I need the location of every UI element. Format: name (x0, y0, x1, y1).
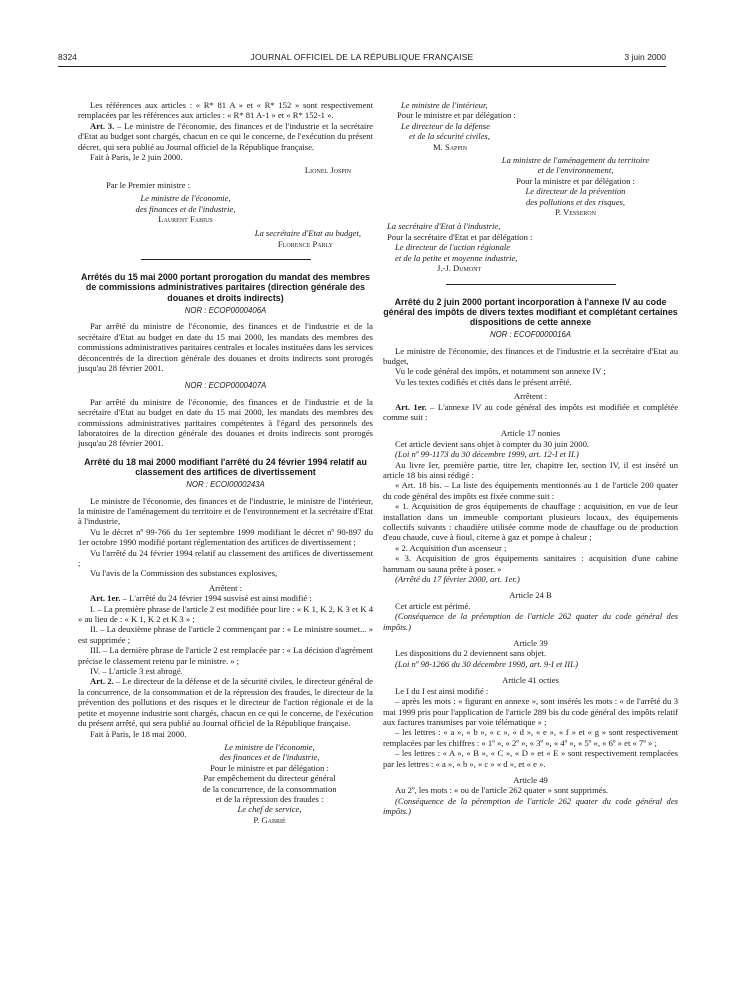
section-title: Arrêté du 2 juin 2000 portant incorporation à l'annexe IV au code général des impôts de divers textes modifiant et complétant certaines dispositions de cette annexe (383, 296, 678, 327)
paragraph: III. – La dernière phrase de l'article 2 est remplacée par : « La décision d'agrément précise le classement retenu par le ministre. » ; (78, 645, 373, 666)
signature-line: et de l'environnement, (537, 165, 614, 176)
article-label: Art. 3. (90, 120, 115, 131)
paragraph: – les lettres : « A », « B », « C », « D » et « E » sont respectivement remplacées par les lettres : « a », « b », « c » « d », et « e ». (383, 748, 678, 769)
signature-line: et de la répression des fraudes : (215, 793, 324, 804)
signature-line: des finances et de l'industrie, (219, 752, 320, 763)
signature-line: et de la petite et moyenne industrie, (395, 252, 518, 263)
signature-line: Le ministre de l'économie, (140, 193, 231, 204)
paragraph: Le ministre de l'économie, des finances et de l'industrie et la secrétaire d'Etat au budget, (383, 345, 678, 366)
left-column (78, 100, 373, 825)
signature-line: Par empêchement du directeur général (203, 773, 336, 784)
paragraph: Vu les textes codifiés et cités dans le présent arrêté. (395, 376, 572, 387)
signing-date: Fait à Paris, le 2 juin 2000. (90, 152, 183, 163)
signature-name: M. Sappin (433, 141, 468, 152)
signature-line: Pour le ministre et par délégation : (397, 110, 516, 121)
article-heading: Article 49 (513, 774, 548, 785)
arretent-heading: Arrêtent : (208, 582, 243, 593)
signature-name: Florence Parly (277, 238, 333, 249)
signature-block (383, 100, 678, 152)
paragraph: Par arrêté du ministre de l'économie, des finances et de l'industrie et de la secrétaire d'Etat au budget en date du 15 mai 2000, les mandats des membres des commissions administratives paritaires centrales et locales instituées dans les services déconcentrés de la direction générale des douanes et droits indirects sont prorogés jusqu'au 28 février 2001. (78, 321, 373, 373)
paragraph: Vu l'arrêté du 24 février 1994 relatif au classement des artifices de divertissement ; (78, 547, 373, 569)
paragraph: – après les mots : « figurant en annexe », sont insérés les mots : « de l'arrêté du 3 mai 1999 pris pour l'application de l'article 289 bis du code général des impôts relatif aux factures transmises par voie télématique » ; (383, 696, 678, 727)
signature-line: des pollutions et des risques, (525, 196, 626, 207)
paragraph: « 2. Acquisition d'un ascenseur ; (395, 542, 507, 553)
paragraph: Cet article devient sans objet à compter du 30 juin 2000. (395, 438, 590, 449)
paragraph: Au 2º, les mots : « ou de l'article 262 quater » sont supprimés. (395, 785, 609, 796)
article-heading: Article 17 nonies (500, 428, 561, 439)
nor-reference: NOR : ECOF0000016A (489, 330, 572, 340)
nor-reference: NOR : ECOP0000407A (184, 381, 267, 391)
signature-name: P. Gabrié (253, 814, 286, 825)
paragraph: Les références aux articles : « R* 81 A » et « R* 152 » sont respectivement remplacées par les références aux articles : « R* 81 A-1 » et « R* 152-1 ». (78, 100, 373, 121)
page-header (58, 52, 666, 66)
signature-line: La ministre de l'aménagement du territoire (501, 155, 650, 166)
signature-line: Pour la secrétaire d'Etat et par délégation : (387, 231, 533, 242)
article-heading: Article 39 (513, 638, 548, 649)
issue-date: 3 juin 2000 (624, 52, 666, 62)
legal-reference: (Loi nº 99-1173 du 30 décembre 1999, art. 12-I et II.) (395, 449, 579, 460)
paragraph: Vu l'avis de la Commission des substances explosives, (90, 568, 278, 579)
signature-line: Par le Premier ministre : (106, 179, 191, 190)
paragraph: Par arrêté du ministre de l'économie, des finances et de l'industrie et de la secrétaire d'Etat au budget en date du 15 mai 2000, les mandats des membres des commissions administratives paritaires compétentes à l'égard des personnels des laboratoires de la direction générale des douanes et droits indirects sont prorogés jusqu'au 28 février 2001. (78, 396, 373, 449)
signature-line: La secrétaire d'Etat à l'industrie, (387, 221, 501, 232)
signature-line: Le directeur de la prévention (525, 186, 626, 197)
signature-line: des finances et de l'industrie, (135, 203, 236, 214)
article-paragraph (78, 121, 373, 152)
signature-line: Le chef de service, (237, 804, 302, 815)
paragraph: Vu le décret nº 99-766 du 1er septembre 1999 modifiant le décret nº 90-897 du 1er octobre 1990 modifié portant réglementation des artifices de divertissement ; (78, 526, 373, 548)
paragraph: II. – La deuxième phrase de l'article 2 commençant par : « Le ministre soumet... » est supprimée ; (78, 624, 373, 645)
article-text: – Le directeur de la défense et de la sécurité civiles, le directeur général de la concurrence, de la consommation et de la répression des fraudes, le directeur de la prévention des pollutions et des risques et le directeur de l'action régionale et de la petite et moyenne industrie sont chargés, chacun en ce qui le concerne, de l'exécution du présent arrêté, qui sera publié au Journal officiel de la République française. (78, 676, 373, 729)
signature-name: P. Vesseron (555, 207, 596, 218)
signature-block (78, 742, 373, 825)
legal-reference: (Conséquence de la péremption de l'article 262 quater du code général des impôts.) (383, 795, 678, 817)
signature-line: et de la sécurité civiles, (409, 131, 490, 142)
signature-line: Le directeur de la défense (401, 120, 490, 131)
nor-reference: NOR : ECOP0000406A (184, 305, 267, 315)
journal-title: JOURNAL OFFICIEL DE LA RÉPUBLIQUE FRANÇAISE (250, 52, 474, 62)
paragraph: Au livre Ier, première partie, titre Ier, chapitre Ier, section IV, il est inséré un article 18 bis ainsi rédigé : (383, 459, 678, 480)
signature-block (383, 221, 678, 273)
signature-line: de la concurrence, de la consommation (202, 783, 337, 794)
signature-name: Lionel Jospin (304, 165, 351, 176)
signature-name: J.-J. Dumont (437, 263, 482, 274)
paragraph: Vu le code général des impôts, et notamment son annexe IV ; (395, 366, 606, 377)
section-title: Arrêté du 18 mai 2000 modifiant l'arrêté du 24 février 1994 relatif au classement des artifices de divertissement (84, 456, 367, 477)
paragraph: Le ministre de l'économie, des finances et de l'industrie, le ministre de l'intérieur, la ministre de l'aménagement du territoire et de l'environnement et la secrétaire d'Etat à l'industrie, (78, 495, 373, 527)
article-text: – L'arrêté du 24 février 1994 susvisé est ainsi modifié : (120, 593, 312, 604)
legal-reference: (Conséquence de la préemption de l'article 262 quater du code général des impôts.) (383, 611, 678, 632)
signature-line: Le ministre de l'économie, (224, 741, 315, 752)
right-column (383, 100, 678, 817)
article-text: – L'annexe IV au code général des impôts est modifiée et complétée comme suit : (383, 401, 679, 422)
signature-line: Le ministre de l'intérieur, (401, 100, 488, 110)
article-heading: Article 41 octies (502, 675, 559, 686)
article-heading: Article 24 B (509, 590, 552, 601)
article-paragraph (383, 402, 678, 423)
paragraph: « Art. 18 bis. – La liste des équipements mentionnés au 1 de l'article 200 quater du code général des impôts est fixée comme suit : (383, 480, 678, 501)
signature-block (383, 155, 678, 217)
article-paragraph (78, 676, 373, 728)
paragraph: Cet article est périmé. (395, 600, 471, 611)
paragraph: IV. – L'article 3 est abrogé. (90, 666, 183, 677)
signature-name: Laurent Fabius (158, 214, 213, 225)
paragraph: « 3. Acquisition de gros équipements sanitaires : acquisition d'une cabine hammam ou sauna prête à poser. » (383, 553, 678, 574)
article-label: Art. 1er. (90, 593, 121, 604)
signature-line: La secrétaire d'Etat au budget, (254, 228, 361, 239)
paragraph: – les lettres : « a », « b », « c », « d », « e », « f » et « g » sont respectivement remplacées par les chiffres : « 1º », « 2º », « 3º », « 4º », « 5º », « 6º » et « 7º » ; (383, 727, 678, 748)
arretent-heading: Arrêtent : (513, 391, 548, 402)
page-number: 8324 (58, 52, 77, 62)
article-text: – Le ministre de l'économie, des finances et de l'industrie et la secrétaire d'Etat au budget sont chargés, chacun en ce qui le concerne, de l'exécution du présent décret, qui sera publié au Journal officiel de la République française. (78, 120, 373, 152)
article-paragraph (78, 593, 373, 603)
signing-date: Fait à Paris, le 18 mai 2000. (90, 728, 187, 739)
article-label: Art. 2. (90, 676, 114, 687)
paragraph: Les dispositions du 2 deviennent sans objet. (395, 648, 547, 659)
article-label: Art. 1er. (395, 401, 427, 412)
section-title: Arrêtés du 15 mai 2000 portant prorogation du mandat des membres de commissions administratives paritaires (direction générale des douanes et droits indirects) (80, 272, 370, 303)
section-separator (141, 259, 311, 260)
legal-reference: (Loi nº 98-1266 du 30 décembre 1998, art. 9-I et III.) (395, 658, 579, 669)
paragraph: « 1. Acquisition de gros équipements de chauffage : acquisition, en vue de leur installation dans un immeuble comportant plusieurs locaux, des équipements collectifs suivants : chaudière utilisée comme mode de chauffage ou de production d'eau chaude, cuve à fioul, citerne à gaz et pompe à chaleur ; (383, 501, 678, 543)
signature-line: Le directeur de l'action régionale (395, 242, 511, 253)
paragraph: I. – La première phrase de l'article 2 est modifiée pour lire : « K 1, K 2, K 3 et K 4 » au lieu de : « K 1, K 2 et K 3 » ; (78, 603, 373, 625)
section-separator (446, 284, 616, 285)
signature-line: Pour le ministre et par délégation : (210, 762, 329, 773)
paragraph: Le I du I est ainsi modifié : (395, 685, 489, 696)
nor-reference: NOR : ECOI0000243A (186, 480, 265, 490)
header-rule (58, 66, 666, 67)
signature-line: Pour la ministre et par délégation : (516, 175, 635, 186)
legal-reference: (Arrêté du 17 février 2000, art. 1er.) (395, 574, 520, 585)
